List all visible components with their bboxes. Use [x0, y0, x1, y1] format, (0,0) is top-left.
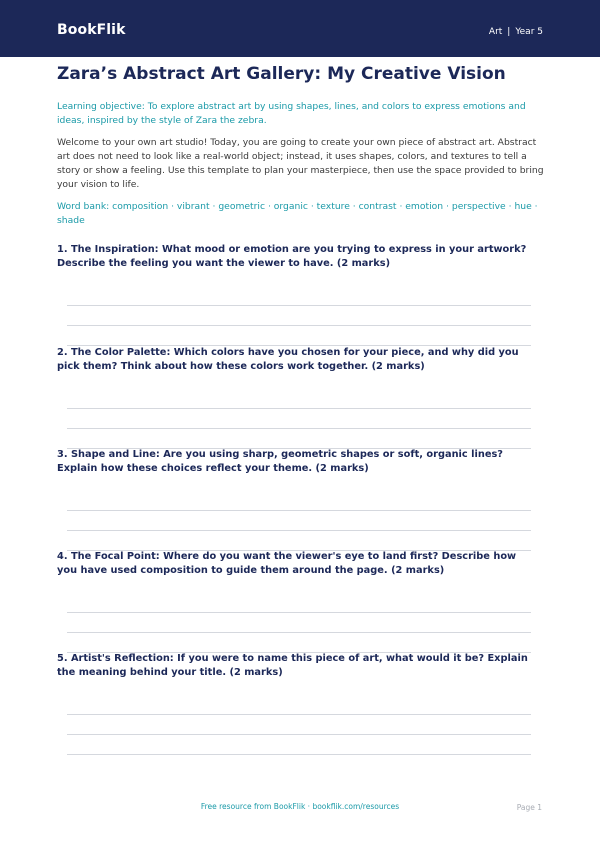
question-2-text: 2. The Color Palette: Which colors have you chosen for your piece, and why did you pick them? Think about how these colors work together. (2 marks)	[57, 347, 519, 372]
question-5-text: 5. Artist's Reflection: If you were to name this piece of art, what would it be? Explain the meaning behind your title. (2 marks)	[57, 653, 528, 678]
brand-logo: BookFlik	[57, 22, 126, 38]
answer-line[interactable]	[67, 428, 531, 429]
intro-paragraph: Welcome to your own art studio! Today, you are going to create your own piece of abstract art. Abstract art does not need to look like a real-world object; instead, it uses shapes, colors, and textures to tell a story or show a feeling. Use this template to plan your masterpiece, then use the space provided to bring your vision to life.	[57, 137, 544, 190]
question-1	[57, 243, 537, 271]
answer-line[interactable]	[67, 510, 531, 511]
question-3	[57, 448, 537, 476]
answer-line[interactable]	[67, 734, 531, 735]
answer-line[interactable]	[67, 714, 531, 715]
question-1-text: 1. The Inspiration: What mood or emotion are you trying to express in your artwork? Describe the feeling you want the viewer to have. (2 marks)	[57, 244, 527, 269]
answer-line[interactable]	[67, 612, 531, 613]
year-label: Year 5	[515, 27, 543, 37]
learning-objective: Learning objective: To explore abstract art by using shapes, lines, and colors to express emotions and ideas, inspired by the style of Zara the zebra.	[57, 101, 526, 126]
subject-year-label	[489, 27, 543, 37]
question-3-text: 3. Shape and Line: Are you using sharp, geometric shapes or soft, organic lines? Explain how these choices reflect your theme. (2 marks)	[57, 449, 503, 474]
answer-line[interactable]	[67, 408, 531, 409]
question-4	[57, 550, 537, 578]
answer-line[interactable]	[67, 325, 531, 326]
footer-credit[interactable]: Free resource from BookFlik · bookflik.com/resources	[200, 802, 400, 811]
word-bank: Word bank: composition · vibrant · geometric · organic · texture · contrast · emotion · perspective · hue · shade	[57, 201, 538, 226]
header-separator: |	[507, 27, 511, 37]
page-header	[0, 0, 600, 57]
answer-line[interactable]	[67, 305, 531, 306]
subject-label: Art	[488, 27, 503, 37]
question-5	[57, 652, 537, 680]
question-4-text: 4. The Focal Point: Where do you want the viewer's eye to land first? Describe how you have used composition to guide them around the page. (2 marks)	[57, 551, 517, 576]
page-title: Zara’s Abstract Art Gallery: My Creative Vision	[57, 64, 506, 84]
answer-line[interactable]	[67, 754, 531, 755]
question-2	[57, 346, 537, 374]
answer-line[interactable]	[67, 632, 531, 633]
page-number: Page 1	[516, 803, 542, 812]
answer-line[interactable]	[67, 530, 531, 531]
